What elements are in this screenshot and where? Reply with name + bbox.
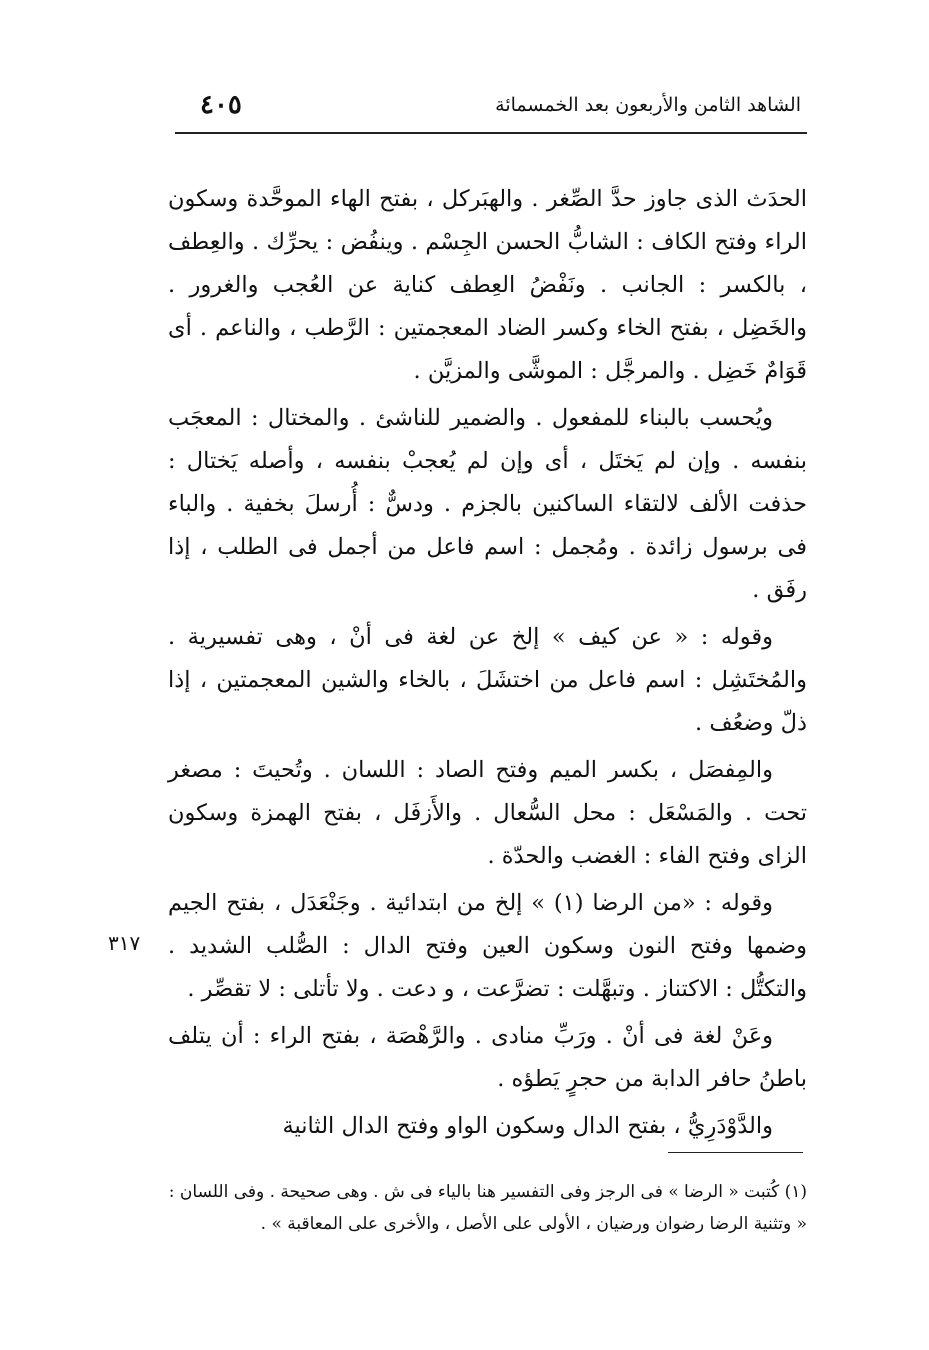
margin-page-reference: ٣١٧ <box>108 931 141 955</box>
paragraph: الحدَث الذى جاوز حدَّ الصِّغر . والهبَركل ، بفتح الهاء الموحَّدة وسكون الراء وفتح الكاف : الشابُّ الحسن الجِسْم . وينفُض : يحرِّك . والعِطف ، بالكسر : الجانب . ونَفْضُ العِطف كناية عن العُجب والغرور . والخَضِل ، بفتح الخاء وكسر الضاد المعجمتين : الرَّطب ، والناعم . أى قَوَامٌ خَضِل . والمرجَّل : الموشَّى والمزيَّن . <box>168 186 807 384</box>
paragraph: وعَنْ لغة فى أنْ . ورَبِّ منادى . والرَّهْصَة ، بفتح الراء : أن يتلف باطنُ حافر الدابة من حجرٍ يَطؤه . <box>168 1023 807 1092</box>
paragraph: والمِفصَل ، بكسر الميم وفتح الصاد : اللسان . وتُحيتَ : مصغر تحت . والمَسْعَل : محل السُّعال . والأَزفَل ، بفتح الهمزة وسكون الزاى وفتح الفاء : الغضب والحدّة . <box>168 757 807 869</box>
page-header <box>190 88 801 122</box>
footnotes <box>168 1176 807 1240</box>
paragraph: وقوله : « عن كيف » إلخ عن لغة فى أنْ ، وهى تفسيرية . والمُختَشِل : اسم فاعل من اختشَلَ ، بالخاء والشين المعجمتين ، إذا ذلّ وضعُف . <box>168 624 807 736</box>
footnote-line: (١) كُتبت « الرضا » فى الرجز وفى التفسير هنا بالياء فى ش . وهى صحيحة . وفى اللسان : <box>168 1182 807 1202</box>
paragraph: وقوله : «من الرضا (١) » إلخ من ابتدائية . وجَنْعَدَل ، بفتح الجيم وضمها وفتح النون وسكون العين وفتح الدال : الصُّلب الشديد . والتكتُّل : الاكتناز . وتبهَّلت : تضرَّعت ، و دعت . ولا تأتلى : لا تقصِّر . <box>168 890 807 1002</box>
page-number: ٤٠٥ <box>200 90 242 120</box>
footnote-rule <box>668 1152 803 1153</box>
paragraph: ويُحسب بالبناء للمفعول . والضمير للناشئ . والمختال : المعجَب بنفسه . وإن لم يَختَل ، أى وإن لم يُعجبْ بنفسه ، وأصله يَختال : حذفت الألف لالتقاء الساكنين بالجزم . ودسٌّ : أُرسلَ بخفية . والباء فى برسول زائدة . ومُجمل : اسم فاعل من أجمل فى الطلب ، إذا رفَق . <box>168 405 808 603</box>
paragraph: والدَّوْدَرِيُّ ، بفتح الدال وسكون الواو وفتح الدال الثانية <box>282 1113 773 1139</box>
running-head: الشاهد الثامن والأربعون بعد الخمسمائة <box>495 94 801 116</box>
header-rule <box>175 132 807 134</box>
footnote-line: « وتثنية الرضا رضوان ورضيان ، الأولى على الأصل ، والأخرى على المعاقبة » . <box>260 1214 807 1234</box>
main-text <box>168 178 807 1152</box>
